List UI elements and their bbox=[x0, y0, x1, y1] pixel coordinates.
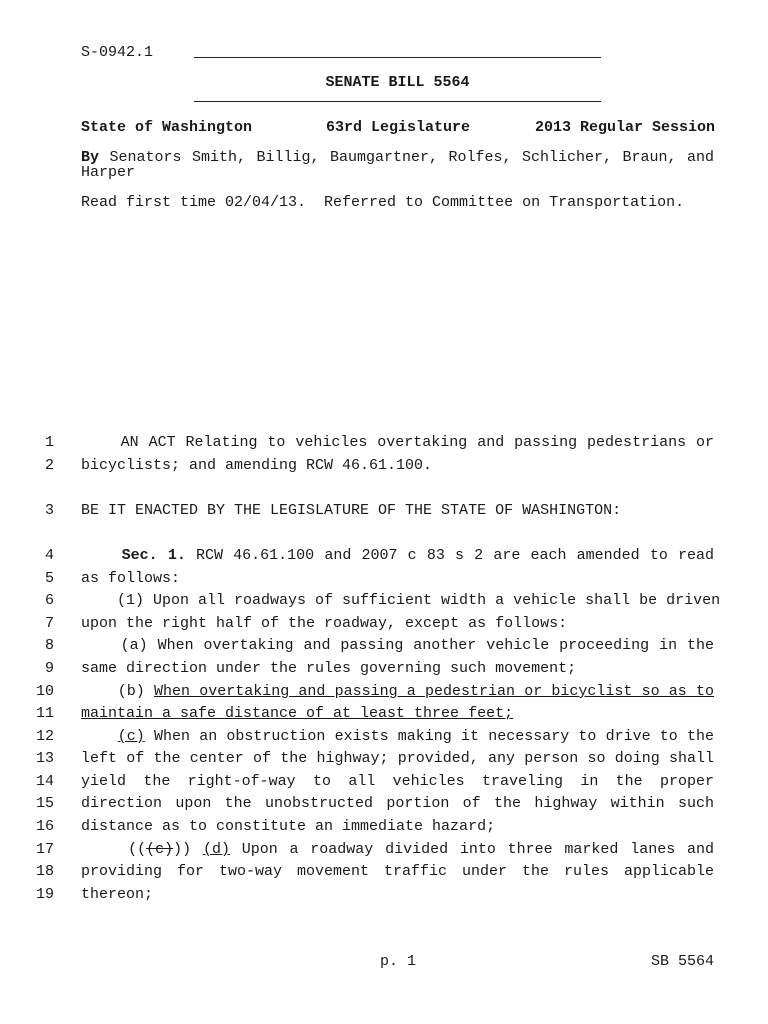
line-number: 17 bbox=[35, 841, 54, 858]
line-number: 19 bbox=[35, 886, 54, 903]
line-number: 4 bbox=[44, 547, 54, 564]
section-heading-line: Sec. 1. RCW 46.61.100 and 2007 c 83 s 2 are each amended to read bbox=[121, 547, 714, 564]
deleted-text: (c) bbox=[146, 841, 174, 858]
line-number: 10 bbox=[35, 683, 54, 700]
page-number: p. 1 bbox=[380, 953, 417, 970]
line-number: 16 bbox=[35, 818, 54, 835]
body-line: bicyclists; and amending RCW 46.61.100. bbox=[81, 457, 433, 474]
line-number: 5 bbox=[44, 570, 54, 587]
document-id: S-0942.1 bbox=[81, 44, 154, 61]
bill-title: SENATE BILL 5564 bbox=[325, 74, 470, 91]
by-label: By bbox=[81, 149, 100, 166]
body-line bbox=[81, 705, 513, 722]
body-line: (a) When overtaking and passing another vehicle proceeding in the bbox=[81, 637, 714, 654]
section-label: Sec. 1. bbox=[121, 547, 186, 564]
line-number: 2 bbox=[44, 457, 54, 474]
sponsors-line-2: Harper bbox=[81, 164, 136, 181]
line-number: 13 bbox=[35, 750, 54, 767]
line-number: 14 bbox=[35, 773, 54, 790]
sponsors-line-1 bbox=[81, 149, 714, 166]
body-line: direction upon the unobstructed portion of the highway within such bbox=[81, 795, 714, 812]
header-rule-top bbox=[194, 57, 601, 58]
line-number: 3 bbox=[44, 502, 54, 519]
body-line: same direction under the rules governing such movement; bbox=[81, 660, 577, 677]
body-line: (((c))) (d) Upon a roadway divided into three marked lanes and bbox=[128, 841, 714, 858]
line-number: 6 bbox=[44, 592, 54, 609]
body-line: left of the center of the highway; provided, any person so doing shall bbox=[81, 750, 714, 767]
inserted-text: When overtaking and passing a pedestrian or bicyclist so as to bbox=[154, 683, 714, 700]
body-line: as follows: bbox=[81, 570, 181, 587]
body-line: yield the right-of-way to all vehicles traveling in the proper bbox=[81, 773, 714, 790]
sponsors-text: Senators Smith, Billig, Baumgartner, Rolfes, Schlicher, Braun, and bbox=[109, 149, 714, 166]
legislature: 63rd Legislature bbox=[326, 119, 471, 136]
enacting-clause: BE IT ENACTED BY THE LEGISLATURE OF THE STATE OF WASHINGTON: bbox=[81, 502, 622, 519]
line-number: 15 bbox=[35, 795, 54, 812]
line-number: 18 bbox=[35, 863, 54, 880]
state-name: State of Washington bbox=[81, 119, 253, 136]
body-line: (1) Upon all roadways of sufficient width a vehicle shall be driven bbox=[81, 592, 721, 609]
line-number: 11 bbox=[35, 705, 54, 722]
line-number: 12 bbox=[35, 728, 54, 745]
inserted-text: (c) bbox=[117, 728, 145, 745]
header-rule-bottom bbox=[194, 101, 601, 102]
body-line: upon the right half of the roadway, except as follows: bbox=[81, 615, 568, 632]
body-line: AN ACT Relating to vehicles overtaking and passing pedestrians or bbox=[81, 434, 714, 451]
footer-bill-ref: SB 5564 bbox=[651, 953, 715, 970]
reading-status: Read first time 02/04/13. Referred to Committee on Transportation. bbox=[81, 194, 685, 211]
line-number: 1 bbox=[44, 434, 54, 451]
inserted-text: maintain a safe distance of at least three feet; bbox=[81, 705, 514, 722]
body-line: distance as to constitute an immediate hazard; bbox=[81, 818, 496, 835]
body-line: (c) When an obstruction exists making it necessary to drive to the bbox=[117, 728, 714, 745]
line-number: 9 bbox=[44, 660, 54, 677]
line-number: 8 bbox=[44, 637, 54, 654]
line-number: 7 bbox=[44, 615, 54, 632]
body-line: (b) When overtaking and passing a pedestrian or bicyclist so as to bbox=[117, 683, 714, 700]
body-line: thereon; bbox=[81, 886, 154, 903]
session: 2013 Regular Session bbox=[535, 119, 716, 136]
inserted-text: (d) bbox=[202, 841, 230, 858]
body-line: providing for two-way movement traffic under the rules applicable bbox=[81, 863, 714, 880]
